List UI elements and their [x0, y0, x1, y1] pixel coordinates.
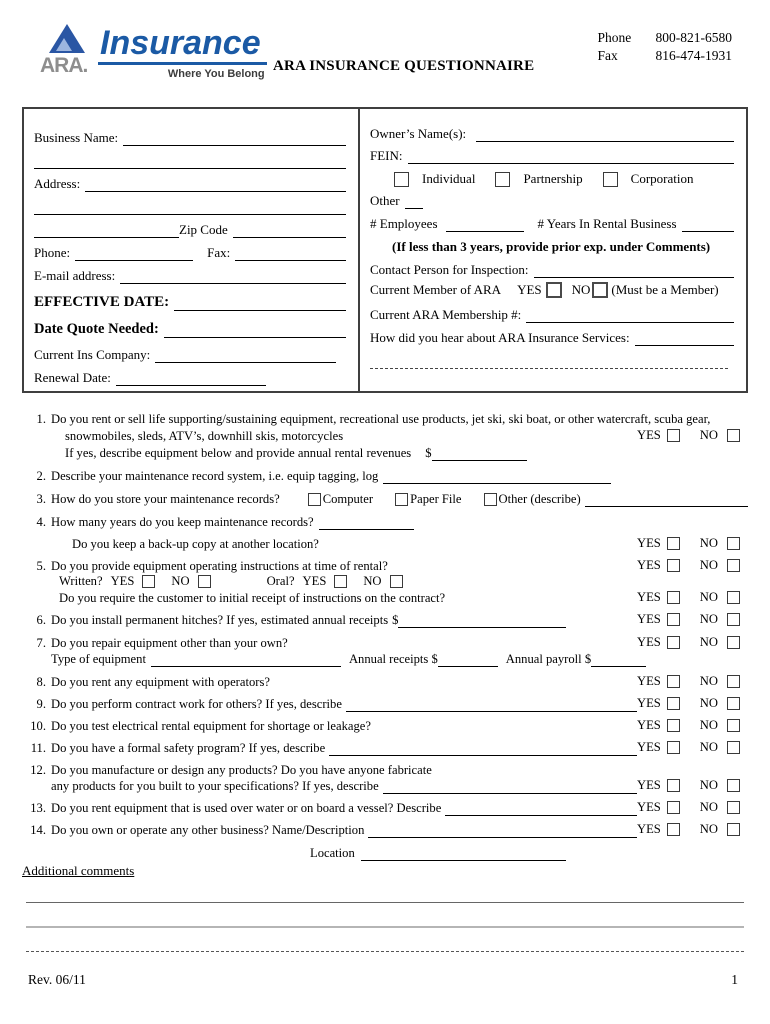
- effective-date-label: EFFECTIVE DATE:: [34, 294, 170, 310]
- q8-text: Do you rent any equipment with operators?: [51, 675, 270, 689]
- q10-text: Do you test electrical rental equipment for shortage or leakage?: [51, 719, 371, 733]
- q13-yes-checkbox[interactable]: [667, 801, 680, 814]
- ara-logo-mark: [40, 22, 96, 80]
- email-field[interactable]: [120, 271, 346, 284]
- phone-field[interactable]: [75, 248, 193, 261]
- q10-no-label: NO: [699, 718, 718, 732]
- current-ins-label: Current Ins Company:: [34, 347, 151, 362]
- must-be-member-note: (Must be a Member): [611, 281, 719, 297]
- q6-number: 6.: [36, 613, 46, 627]
- comments-line-3[interactable]: [26, 951, 744, 952]
- question-7-sub: [22, 651, 748, 667]
- q9-yes-checkbox[interactable]: [667, 697, 680, 710]
- phone-label: Phone: [597, 30, 632, 45]
- q12-no-checkbox[interactable]: [727, 779, 740, 792]
- q13-yes-label: YES: [637, 800, 661, 814]
- comments-line-2[interactable]: [26, 926, 744, 928]
- q1-dollar-sign: $: [425, 446, 432, 460]
- q4-yes-label: YES: [637, 536, 661, 550]
- comments-section: [22, 861, 748, 952]
- q8-yes-label: YES: [637, 674, 661, 688]
- q9-yes-no: [637, 696, 740, 711]
- q1-yes-checkbox[interactable]: [667, 429, 680, 442]
- q13-text: Do you rent equipment that is used over water or on board a vessel? Describe: [51, 801, 442, 815]
- q1-revenue-field[interactable]: [432, 449, 527, 461]
- q3-text: How do you store your maintenance records?: [51, 492, 280, 506]
- q1-text-line2: snowmobiles, sleds, ATV’s, downhill skis, motorcycles: [65, 429, 344, 443]
- individual-checkbox[interactable]: [394, 172, 409, 187]
- q5-sub-yes-checkbox[interactable]: [667, 591, 680, 604]
- q5-oral-label: Oral?: [266, 574, 295, 588]
- hear-about-field[interactable]: [635, 333, 734, 346]
- ara-member-no-label: NO: [571, 281, 591, 297]
- question-5-written-oral: [22, 574, 748, 589]
- partnership-label: Partnership: [523, 171, 583, 186]
- ara-member-label: Current Member of ARA: [370, 281, 502, 297]
- comments-line-1[interactable]: [26, 902, 744, 903]
- question-4: [22, 507, 748, 530]
- q8-no-checkbox[interactable]: [727, 675, 740, 688]
- corporation-checkbox[interactable]: [603, 172, 618, 187]
- q5-written-no-checkbox[interactable]: [198, 575, 211, 588]
- q7-yes-no: [637, 635, 740, 650]
- business-name-label: Business Name:: [34, 130, 119, 145]
- logo-tagline: Where You Belong: [167, 68, 265, 80]
- q7-payroll-label: Annual payroll $: [505, 652, 592, 666]
- q9-yes-label: YES: [637, 696, 661, 710]
- q12-describe-field[interactable]: [383, 782, 637, 794]
- q14-yes-checkbox[interactable]: [667, 823, 680, 836]
- date-quote-label: Date Quote Needed:: [34, 321, 159, 337]
- question-5-sub: [22, 589, 748, 606]
- hear-about-field-2[interactable]: [370, 356, 728, 369]
- q1-number: 1.: [36, 412, 46, 426]
- q9-no-checkbox[interactable]: [727, 697, 740, 710]
- q6-text: Do you install permanent hitches? If yes, estimated annual receipts: [51, 613, 389, 627]
- ara-member-yes-label: YES: [517, 281, 542, 297]
- q1-text-line3: If yes, describe equipment below and provide annual rental revenues: [65, 446, 412, 460]
- q7-text: Do you repair equipment other than your own?: [51, 636, 288, 650]
- q3-paper-file-checkbox[interactable]: [395, 493, 408, 506]
- effective-date-field[interactable]: [174, 298, 346, 311]
- page-number: 1: [731, 972, 738, 987]
- q13-no-checkbox[interactable]: [727, 801, 740, 814]
- phone-value: 800-821-6580: [655, 30, 732, 45]
- q7-yes-label: YES: [637, 635, 661, 649]
- fax-value: 816-474-1931: [655, 48, 732, 63]
- q3-other-label: Other (describe): [498, 492, 581, 506]
- q7-type-field[interactable]: [151, 655, 341, 667]
- question-12: [22, 756, 748, 778]
- q3-other-field[interactable]: [585, 495, 748, 507]
- q5-sub-no-checkbox[interactable]: [727, 591, 740, 604]
- address-field[interactable]: [85, 179, 346, 192]
- q9-number: 9.: [36, 697, 46, 711]
- q3-paper-file-label: Paper File: [410, 492, 462, 506]
- q2-text: Describe your maintenance record system, i.e. equip tagging, log: [51, 469, 379, 483]
- q5-oral-no-checkbox[interactable]: [390, 575, 403, 588]
- employees-label: # Employees: [370, 216, 438, 231]
- question-4-sub: [22, 530, 748, 552]
- q11-describe-field[interactable]: [329, 744, 637, 756]
- fax-label: Fax: [597, 48, 618, 63]
- fein-label: FEIN:: [370, 148, 403, 163]
- applicant-info-box: [22, 107, 748, 393]
- renewal-date-label: Renewal Date:: [34, 370, 111, 385]
- q6-no-label: NO: [699, 612, 718, 626]
- partnership-checkbox[interactable]: [495, 172, 510, 187]
- q4-text: How many years do you keep maintenance records?: [51, 515, 314, 529]
- info-right-column: [360, 109, 746, 391]
- q7-receipts-label: Annual receipts $: [348, 652, 438, 666]
- q8-number: 8.: [36, 675, 46, 689]
- q5-oral-no-label: NO: [363, 574, 382, 588]
- q12-text-line1: Do you manufacture or design any products? Do you have anyone fabricate: [51, 763, 432, 777]
- q2-answer-field[interactable]: [383, 472, 611, 484]
- q4-no-label: NO: [699, 536, 718, 550]
- ara-member-yes-checkbox[interactable]: [546, 282, 562, 298]
- footer: [28, 972, 738, 988]
- q14-yes-no: [637, 822, 740, 837]
- q14-location-field[interactable]: [361, 849, 566, 861]
- q5-no-checkbox[interactable]: [727, 559, 740, 572]
- q11-yes-label: YES: [637, 740, 661, 754]
- q5-oral-yes-label: YES: [302, 574, 327, 588]
- employees-field[interactable]: [446, 219, 524, 232]
- additional-comments-label: Additional comments: [22, 863, 135, 878]
- contact-block: [598, 30, 733, 64]
- q6-yes-no: [637, 612, 740, 627]
- question-9: [22, 690, 748, 712]
- q3-number: 3.: [36, 492, 46, 506]
- q5-yes-label: YES: [637, 558, 661, 572]
- question-11: [22, 734, 748, 756]
- q5-written-yes-label: YES: [110, 574, 135, 588]
- q11-number: 11.: [30, 741, 46, 755]
- q7-payroll-field[interactable]: [591, 655, 646, 667]
- years-rental-field[interactable]: [682, 219, 734, 232]
- q11-yes-no: [637, 740, 740, 755]
- q10-yes-label: YES: [637, 718, 661, 732]
- owners-name-field[interactable]: [476, 129, 734, 142]
- question-8: [22, 667, 748, 690]
- renewal-date-field[interactable]: [116, 373, 266, 386]
- q12-number: 12.: [30, 763, 46, 777]
- question-5: [22, 552, 748, 574]
- q4-yes-no: [637, 536, 740, 551]
- q12-yes-label: YES: [637, 778, 661, 792]
- q7-number: 7.: [36, 636, 46, 650]
- question-14-location: [22, 838, 748, 861]
- q7-yes-checkbox[interactable]: [667, 636, 680, 649]
- q5-sub-no-label: NO: [699, 590, 718, 604]
- q4-number: 4.: [36, 515, 46, 529]
- ara-triangle-inner-icon: [56, 38, 72, 51]
- q10-yes-checkbox[interactable]: [667, 719, 680, 732]
- q1-no-checkbox[interactable]: [727, 429, 740, 442]
- q13-no-label: NO: [699, 800, 718, 814]
- q6-yes-label: YES: [637, 612, 661, 626]
- fein-field[interactable]: [408, 151, 735, 164]
- q7-receipts-field[interactable]: [438, 655, 498, 667]
- q14-text: Do you own or operate any other business? Name/Description: [51, 823, 365, 837]
- q13-yes-no: [637, 800, 740, 815]
- q5-yes-no: [637, 558, 740, 573]
- corporation-label: Corporation: [630, 171, 694, 186]
- question-14: [22, 816, 748, 838]
- q9-text: Do you perform contract work for others? If yes, describe: [51, 697, 342, 711]
- q6-dollar-sign: $: [392, 613, 399, 627]
- q3-computer-label: Computer: [322, 492, 374, 506]
- question-7: [22, 628, 748, 651]
- ara-mark-text: ARA.: [40, 54, 88, 77]
- question-3: [22, 484, 748, 507]
- q4-sub-text: Do you keep a back-up copy at another location?: [72, 537, 319, 551]
- q7-no-label: NO: [699, 635, 718, 649]
- q10-number: 10.: [30, 719, 46, 733]
- q11-no-checkbox[interactable]: [727, 741, 740, 754]
- q5-yes-checkbox[interactable]: [667, 559, 680, 572]
- questions-section: [22, 406, 748, 861]
- years-rental-label: # Years In Rental Business: [537, 216, 677, 231]
- q14-name-field[interactable]: [368, 826, 637, 838]
- q1-yes-no: [637, 428, 740, 443]
- contact-person-field[interactable]: [534, 265, 735, 278]
- logo-name: Insurance: [98, 27, 267, 65]
- ara-insurance-logo: [40, 22, 267, 80]
- q11-yes-checkbox[interactable]: [667, 741, 680, 754]
- other-entity-field[interactable]: [405, 196, 423, 209]
- q10-no-checkbox[interactable]: [727, 719, 740, 732]
- ara-member-no-checkbox[interactable]: [592, 282, 608, 298]
- other-entity-label: Other: [370, 193, 400, 208]
- q2-number: 2.: [36, 469, 46, 483]
- question-1-line2: [22, 427, 748, 444]
- q14-no-checkbox[interactable]: [727, 823, 740, 836]
- email-label: E-mail address:: [34, 268, 116, 283]
- q14-no-label: NO: [699, 822, 718, 836]
- q14-number: 14.: [30, 823, 46, 837]
- q5-no-label: NO: [699, 558, 718, 572]
- q7-no-checkbox[interactable]: [727, 636, 740, 649]
- business-name-field-2[interactable]: [34, 156, 346, 169]
- q14-yes-label: YES: [637, 822, 661, 836]
- q12-no-label: NO: [699, 778, 718, 792]
- zip-code-label: Zip Code: [179, 222, 228, 237]
- question-1: [22, 406, 748, 427]
- q10-yes-no: [637, 718, 740, 733]
- q5-number: 5.: [36, 559, 46, 573]
- q8-yes-no: [637, 674, 740, 689]
- q4-yes-checkbox[interactable]: [667, 537, 680, 550]
- q8-yes-checkbox[interactable]: [667, 675, 680, 688]
- q9-no-label: NO: [699, 696, 718, 710]
- q5-written-no-label: NO: [171, 574, 190, 588]
- q5-sub-yes-label: YES: [637, 590, 661, 604]
- header: [0, 0, 770, 107]
- question-13: [22, 794, 748, 816]
- q11-no-label: NO: [699, 740, 718, 754]
- q5-written-yes-checkbox[interactable]: [142, 575, 155, 588]
- question-12-line2: [22, 778, 748, 794]
- q12-text-line2: any products for you built to your specifications? If yes, describe: [51, 779, 379, 793]
- q11-text: Do you have a formal safety program? If yes, describe: [51, 741, 326, 755]
- q14-location-label: Location: [310, 846, 355, 860]
- owners-name-label: Owner’s Name(s):: [370, 126, 467, 141]
- q6-no-checkbox[interactable]: [727, 613, 740, 626]
- address-field-2[interactable]: [34, 202, 346, 215]
- phone-field-label: Phone:: [34, 245, 71, 260]
- hear-about-label: How did you hear about ARA Insurance Services:: [370, 330, 630, 345]
- q1-no-label: NO: [699, 428, 718, 442]
- q6-receipts-field[interactable]: [398, 616, 566, 628]
- individual-label: Individual: [422, 171, 476, 186]
- revision-label: Rev. 06/11: [28, 972, 86, 987]
- address-label: Address:: [34, 176, 81, 191]
- q7-type-label: Type of equipment: [51, 652, 146, 666]
- logo-main: [98, 23, 267, 80]
- q9-describe-field[interactable]: [346, 700, 637, 712]
- question-1-line3: [22, 444, 748, 461]
- date-quote-field[interactable]: [164, 325, 346, 338]
- q13-describe-field[interactable]: [445, 804, 637, 816]
- q6-yes-checkbox[interactable]: [667, 613, 680, 626]
- q5-oral-yes-checkbox[interactable]: [334, 575, 347, 588]
- city-state-field[interactable]: [34, 225, 179, 238]
- prior-experience-note: (If less than 3 years, provide prior exp. under Comments): [392, 239, 711, 254]
- current-ins-field[interactable]: [155, 350, 336, 363]
- info-left-column: [24, 109, 360, 391]
- q5-text: Do you provide equipment operating instructions at time of rental?: [51, 559, 388, 573]
- fax-field-label: Fax:: [207, 245, 231, 260]
- q3-computer-checkbox[interactable]: [308, 493, 321, 506]
- q12-yes-checkbox[interactable]: [667, 779, 680, 792]
- page-title: ARA INSURANCE QUESTIONNAIRE: [273, 58, 535, 74]
- q13-number: 13.: [30, 801, 46, 815]
- membership-number-label: Current ARA Membership #:: [370, 307, 522, 322]
- zip-code-field[interactable]: [233, 225, 346, 238]
- question-10: [22, 712, 748, 734]
- q1-text-line1: Do you rent or sell life supporting/sustaining equipment, recreational use products, jet ski, ski boat, or other watercraft, scuba gear,: [51, 412, 711, 426]
- q4-no-checkbox[interactable]: [727, 537, 740, 550]
- fax-field[interactable]: [235, 248, 346, 261]
- q8-no-label: NO: [699, 674, 718, 688]
- question-2: [22, 461, 748, 484]
- q5-sub-text: Do you require the customer to initial receipt of instructions on the contract?: [59, 591, 446, 605]
- q1-yes-label: YES: [637, 428, 661, 442]
- q5-sub-yes-no: [637, 590, 740, 605]
- q12-yes-no: [637, 778, 740, 793]
- membership-number-field[interactable]: [526, 310, 734, 323]
- q5-written-label: Written?: [59, 574, 103, 588]
- q4-years-field[interactable]: [319, 518, 414, 530]
- question-6: [22, 606, 748, 628]
- q3-other-checkbox[interactable]: [484, 493, 497, 506]
- contact-person-label: Contact Person for Inspection:: [370, 262, 529, 277]
- business-name-field[interactable]: [123, 133, 346, 146]
